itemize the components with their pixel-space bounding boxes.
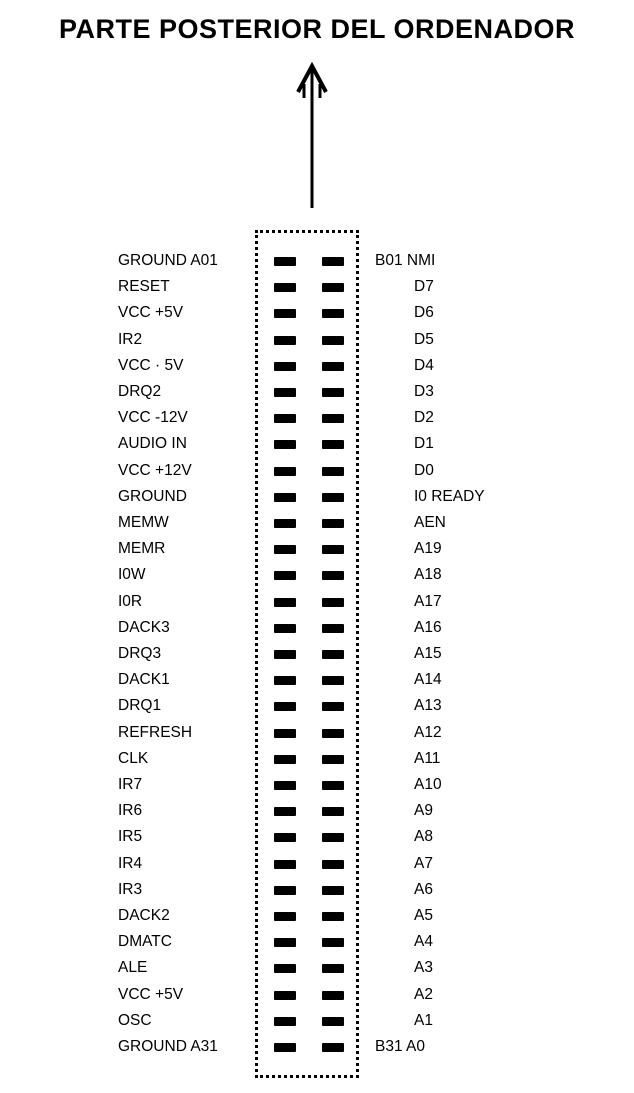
pin-label-a: IR4 [118,854,143,872]
pin-b [322,388,344,397]
pin-a [274,467,296,476]
pin-a [274,938,296,947]
pin-a [274,388,296,397]
pin-a [274,729,296,738]
pin-label-b: A18 [414,566,442,584]
pin-label-a: GROUND A01 [118,252,218,269]
pin-b [322,886,344,895]
pin-b [322,414,344,423]
pin-a [274,283,296,292]
pin-label-a: VCC +12V [118,461,192,479]
pin-label-b: A2 [414,985,433,1003]
pin-label-a: IR5 [118,828,143,846]
pin-b [322,860,344,869]
pin-a [274,336,296,345]
pin-b [322,729,344,738]
pin-a [274,781,296,790]
pin-label-b: A11 [414,749,441,767]
pin-label-a: RESET [118,278,170,296]
pin-label-a: I0W [118,566,146,584]
pin-b [322,309,344,318]
pin-b [322,362,344,371]
pin-label-b: D2 [414,409,434,427]
pin-label-a: GROUND A31 [118,1038,218,1055]
pin-b [322,283,344,292]
pin-a [274,257,296,266]
pin-a [274,598,296,607]
pin-b [322,1017,344,1026]
pin-b [322,833,344,842]
pin-b [322,755,344,764]
pin-label-a: DMATC [118,933,172,951]
pin-b [322,257,344,266]
pin-label-b: A1 [414,1011,433,1029]
pin-a [274,1017,296,1026]
pin-label-a: IR3 [118,880,143,898]
pin-label-a: IR7 [118,776,143,793]
pin-label-a: DACK1 [118,671,170,689]
pin-b [322,702,344,711]
pin-a [274,964,296,973]
pin-label-b: A3 [414,959,433,977]
pin-a [274,912,296,921]
pin-label-a: DACK2 [118,907,170,924]
pin-a [274,886,296,895]
pin-b [322,938,344,947]
pin-a [274,676,296,685]
pin-a [274,362,296,371]
pin-a [274,545,296,554]
pin-b [322,440,344,449]
pin-label-b: A13 [414,697,442,715]
pin-label-b: D7 [414,278,434,296]
pin-label-b: A8 [414,828,433,846]
pin-label-b: A17 [414,592,442,610]
pin-label-a: DRQ2 [118,383,162,400]
pin-b [322,545,344,554]
pin-label-a: VCC +5V [118,985,184,1003]
up-arrow-icon [292,58,332,213]
pin-a [274,833,296,842]
pin-b [322,912,344,921]
pin-label-b: D4 [414,356,434,374]
pin-label-b: B01 NMI [375,252,436,269]
pin-label-b: D6 [414,304,434,322]
pin-b [322,493,344,502]
pin-a [274,650,296,659]
pin-b [322,781,344,790]
pin-label-b: A10 [414,776,442,793]
pin-label-a: DACK3 [118,618,170,636]
pin-b [322,807,344,816]
pin-label-b: A12 [414,723,442,741]
pin-b [322,598,344,607]
pin-label-b: A7 [414,854,433,872]
pin-label-a: IR6 [118,802,143,820]
pin-label-a: GROUND [118,487,187,505]
pin-b [322,650,344,659]
pin-label-b: A4 [414,933,433,951]
pin-label-a: DRQ3 [118,645,162,662]
pin-label-b: A15 [414,645,442,662]
pin-label-b: D1 [414,435,434,453]
pin-label-a: REFRESH [118,723,193,741]
pin-label-b: A6 [414,880,433,898]
pin-label-a: OSC [118,1011,152,1029]
pin-b [322,519,344,528]
pin-label-a: VCC -12V [118,409,188,427]
pin-a [274,624,296,633]
pin-b [322,624,344,633]
pin-label-a: MEMR [118,540,166,558]
pin-b [322,336,344,345]
pin-label-a: MEMW [118,514,169,531]
diagram-title: PARTE POSTERIOR DEL ORDENADOR [58,14,576,44]
pin-label-a: AUDIO IN [118,435,187,453]
pin-a [274,519,296,528]
pin-b [322,571,344,580]
pin-b [322,964,344,973]
pin-a [274,493,296,502]
pin-label-b: D3 [414,383,434,400]
pin-a [274,440,296,449]
pin-a [274,309,296,318]
pin-a [274,860,296,869]
pin-label-a: ALE [118,959,148,977]
pin-label-a: I0R [118,592,143,610]
pin-a [274,414,296,423]
pin-a [274,1043,296,1052]
pin-label-a: IR2 [118,330,143,348]
pin-b [322,467,344,476]
pin-b [322,676,344,685]
pin-b [322,991,344,1000]
pin-label-b: AEN [414,514,446,531]
pin-label-a: CLK [118,749,149,767]
pin-label-b: A9 [414,802,433,820]
pin-label-b: D5 [414,330,434,348]
pin-label-a: VCC · 5V [118,356,184,374]
pin-a [274,755,296,764]
pin-label-b: A5 [414,907,433,924]
pin-label-b: A19 [414,540,442,558]
pin-label-b: I0 READY [414,487,485,505]
pin-label-b: D0 [414,461,434,479]
pin-label-b: A14 [414,671,442,689]
pin-label-b: A16 [414,618,442,636]
pin-a [274,991,296,1000]
pin-a [274,571,296,580]
pin-label-b: B31 A0 [375,1038,425,1055]
pin-a [274,807,296,816]
pin-a [274,702,296,711]
pin-label-a: DRQ1 [118,697,162,715]
pin-b [322,1043,344,1052]
pin-label-a: VCC +5V [118,304,184,322]
